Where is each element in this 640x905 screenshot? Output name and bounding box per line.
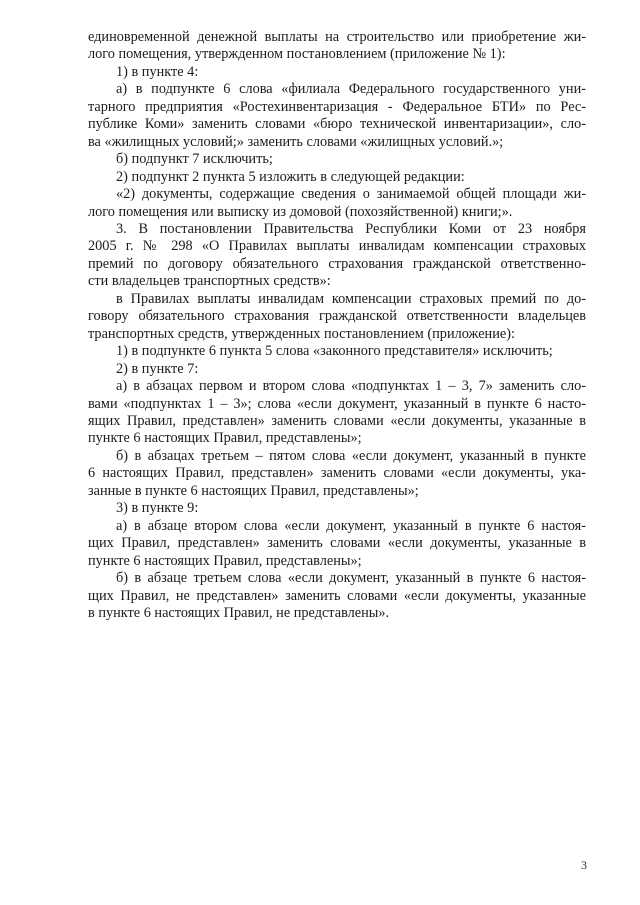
text-line: а) в подпункте 6 слова «филиала Федерального государственного уни-: [116, 81, 586, 98]
text-line: говору обязательного страхования гражданской ответственности владельцев: [88, 308, 586, 325]
text-line: публике Коми» заменить словами «бюро технической инвентаризации», сло-: [88, 116, 586, 133]
text-line: 1) в пункте 4:: [116, 63, 199, 80]
paragraph: [88, 186, 586, 221]
text-line: 2005 г. № 298 «О Правилах выплаты инвалидам компенсации страховых: [88, 238, 586, 255]
paragraph: [88, 361, 586, 378]
text-line: лого помещения, утвержденном постановлением (приложение № 1):: [88, 46, 506, 63]
text-line: пункте 6 настоящих Правил, представлены»;: [88, 552, 362, 569]
paragraph: [88, 291, 586, 343]
text-line: 6 настоящих Правил, представлен» заменить словами «если документы, ука-: [88, 465, 586, 482]
text-line: 1) в подпункте 6 пункта 5 слова «законного представителя» исключить;: [116, 343, 553, 360]
text-line: тарного предприятия «Ростехинвентаризация - Федеральное БТИ» по Рес-: [88, 98, 586, 115]
text-line: в Правилах выплаты инвалидам компенсации страховых премий по до-: [116, 290, 586, 307]
paragraph: [88, 518, 586, 570]
text-line: щих Правил, не представлен» заменить словами «если документы, указанные: [88, 587, 586, 604]
paragraph: [88, 169, 586, 186]
text-line: 2) в пункте 7:: [116, 360, 199, 377]
text-line: а) в абзаце втором слова «если документ, указанный в пункте 6 настоя-: [116, 517, 586, 534]
text-line: сти владельцев транспортных средств»:: [88, 273, 331, 290]
text-line: премий по договору обязательного страхования гражданской ответственно-: [88, 255, 586, 272]
text-line: а) в абзацах первом и втором слова «подпунктах 1 – 3, 7» заменить сло-: [116, 378, 586, 395]
page-number: 3: [581, 858, 587, 872]
text-line: 2) подпункт 2 пункта 5 изложить в следующей редакции:: [116, 168, 465, 185]
paragraph: [88, 448, 586, 500]
text-line: в пункте 6 настоящих Правил, не представлены».: [88, 604, 390, 621]
text-line: единовременной денежной выплаты на строительство или приобретение жи-: [88, 29, 586, 45]
paragraph: [88, 500, 586, 517]
text-line: занные в пункте 6 настоящих Правил, представлены»;: [88, 482, 419, 499]
text-line: б) в абзаце третьем слова «если документ, указанный в пункте 6 настоя-: [116, 570, 586, 587]
text-line: б) подпункт 7 исключить;: [116, 151, 273, 168]
text-line: б) в абзацах третьем – пятом слова «если документ, указанный в пункте: [116, 447, 586, 464]
text-line: транспортных средств, утвержденных постановлением (приложение):: [88, 325, 515, 342]
document-body: [88, 29, 586, 622]
text-line: 3. В постановлении Правительства Республики Коми от 23 ноября: [116, 220, 586, 237]
paragraph: [88, 221, 586, 291]
paragraph: [88, 378, 586, 448]
paragraph: [88, 29, 586, 64]
text-line: ва «жилищных условий;» заменить словами «жилищных условий.»;: [88, 133, 504, 150]
paragraph: [88, 81, 586, 151]
text-line: вами «подпунктах 1 – 3»; слова «если документ, указанный в пункте 6 насто-: [88, 395, 586, 412]
text-line: лого помещения или выписку из домовой (похозяйственной) книги;».: [88, 203, 513, 220]
text-line: щих Правил, представлен» заменить словами «если документы, указанные в: [88, 535, 586, 552]
paragraph: [88, 151, 586, 168]
paragraph: [88, 570, 586, 622]
text-line: «2) документы, содержащие сведения о занимаемой общей площади жи-: [116, 186, 586, 203]
text-line: 3) в пункте 9:: [116, 500, 199, 517]
text-line: пункте 6 настоящих Правил, представлены»;: [88, 430, 362, 447]
paragraph: [88, 343, 586, 360]
text-line: ящих Правил, представлен» заменить словами «если документы, указанные в: [88, 412, 586, 429]
paragraph: [88, 64, 586, 81]
